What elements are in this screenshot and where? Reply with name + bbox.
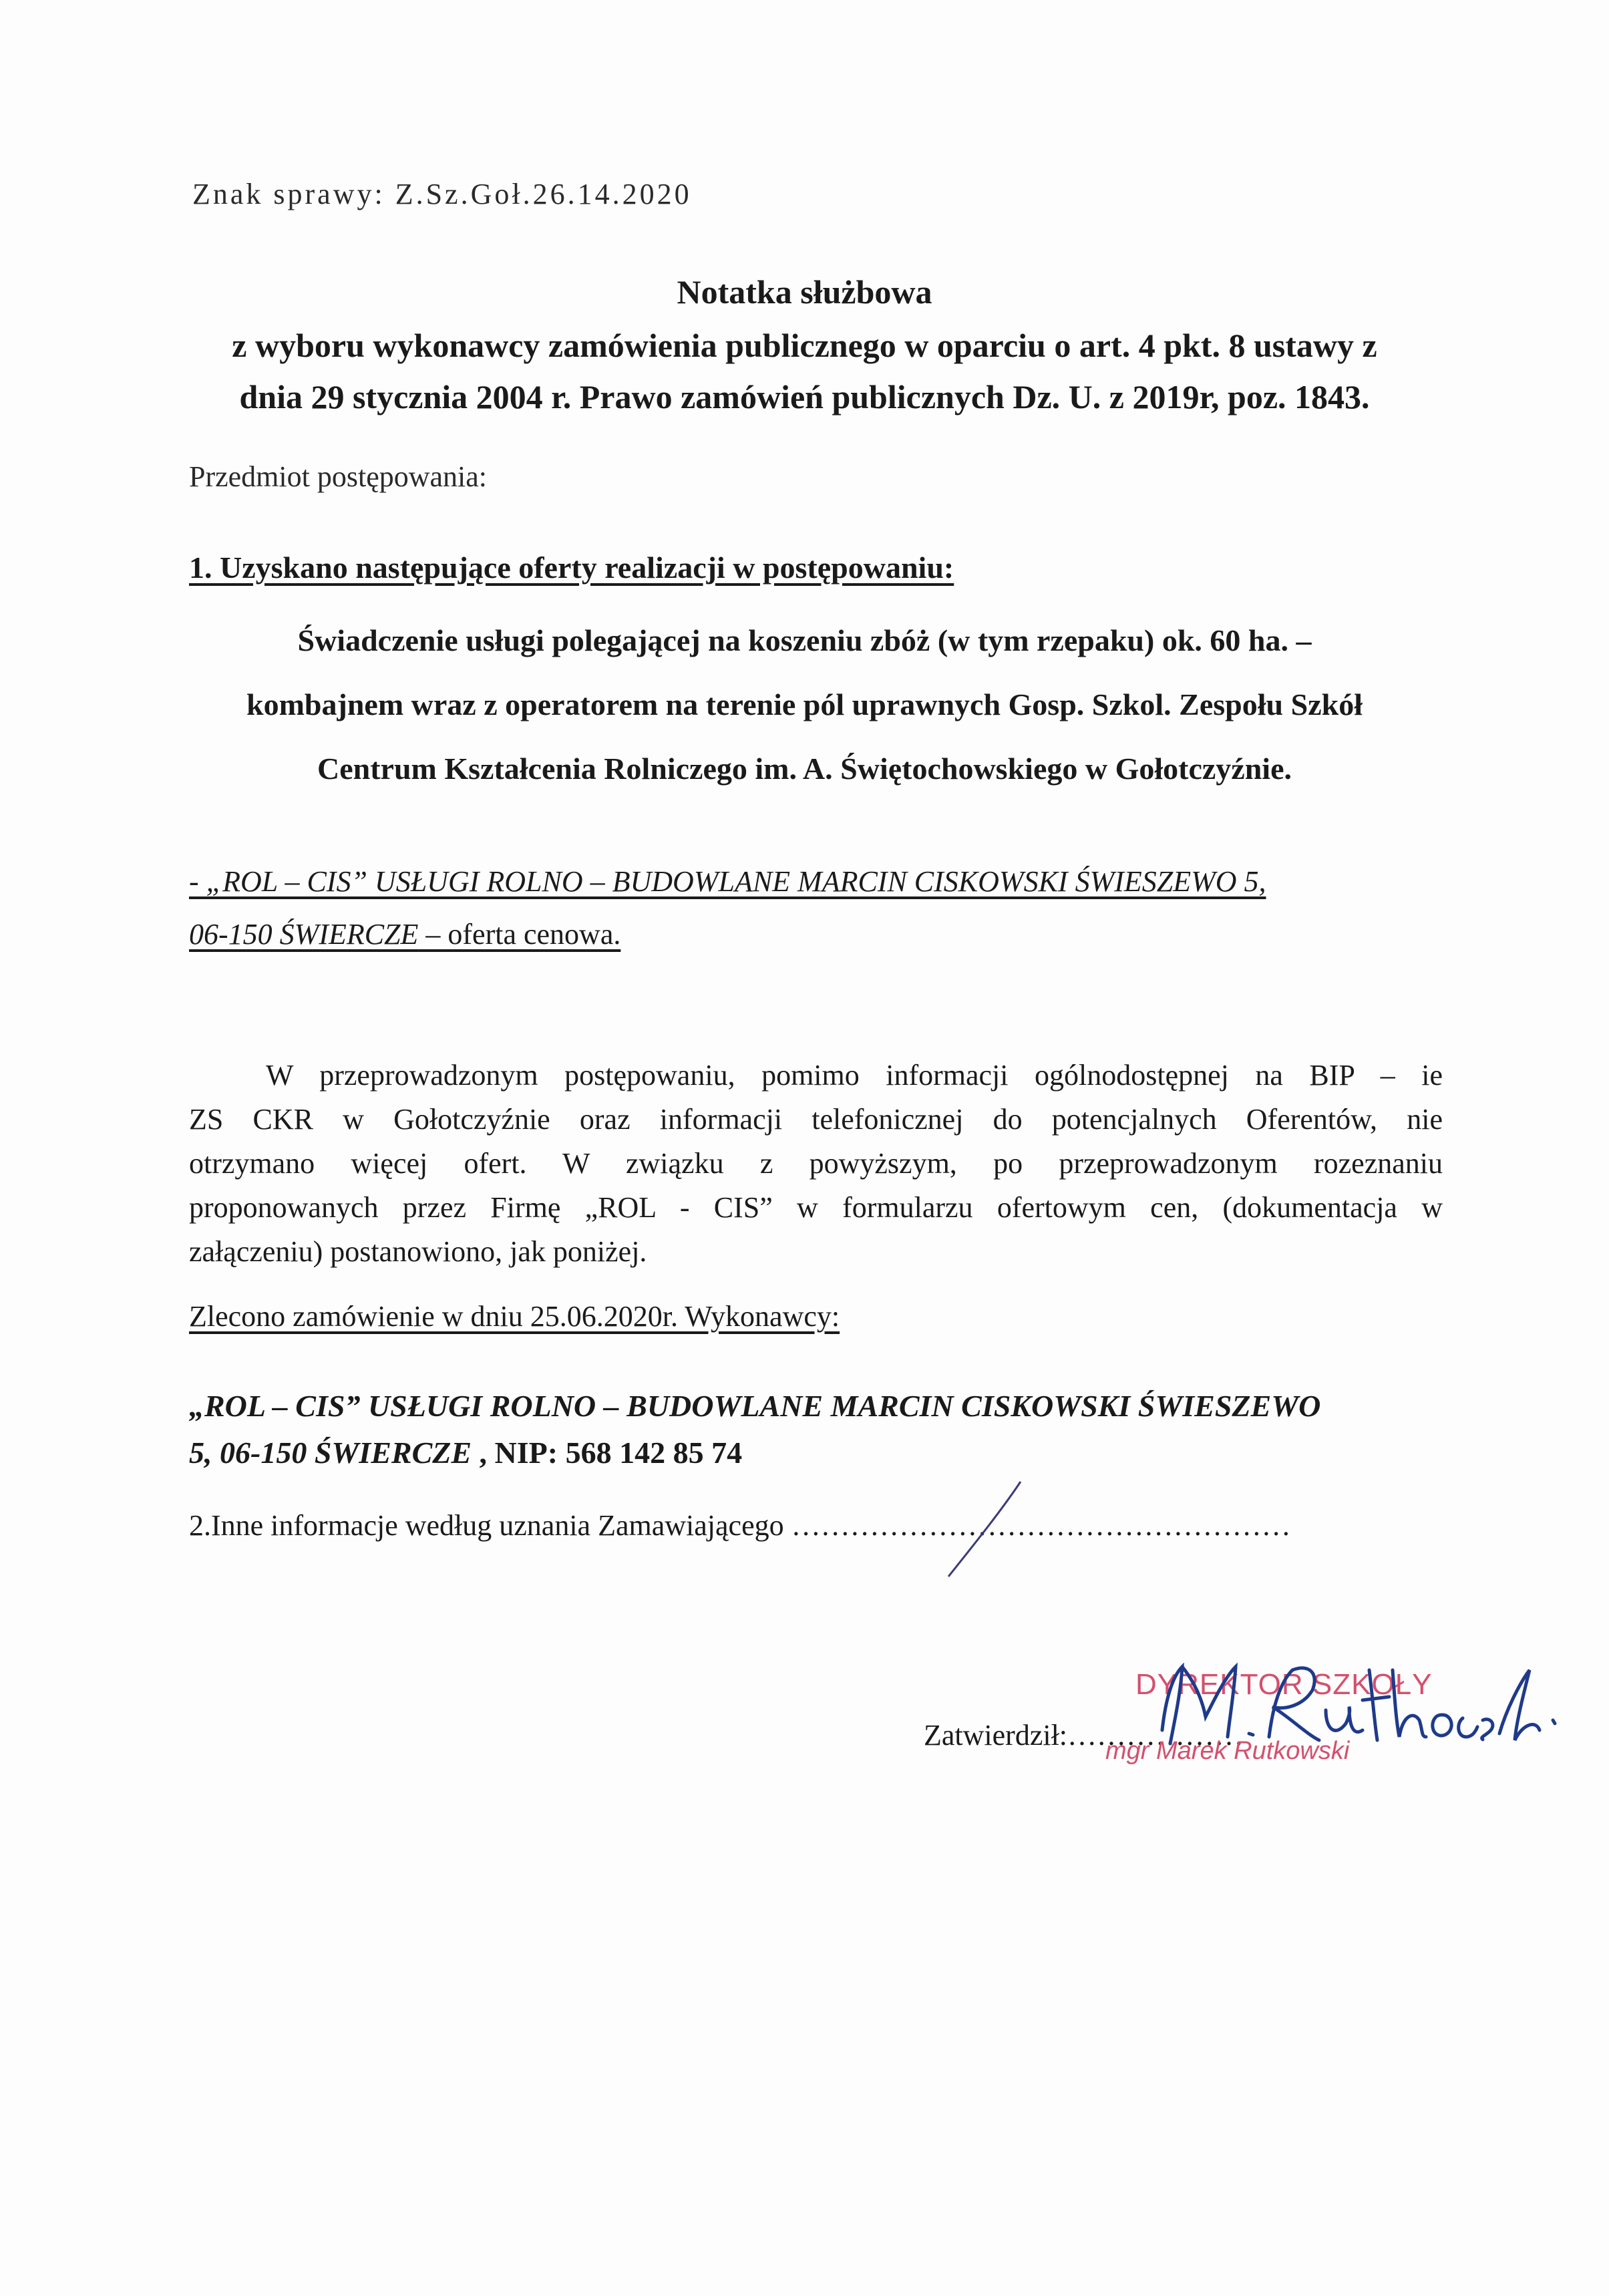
offer-company: - „ROL – CIS” USŁUGI ROLNO – BUDOWLANE MARCIN CISKOWSKI ŚWIESZEWO 5, bbox=[189, 865, 1266, 898]
offer-address: 06-150 ŚWIERCZE bbox=[189, 918, 419, 951]
document-subtitle-line-2: dnia 29 stycznia 2004 r. Prawo zamówień publicznych Dz. U. z 2019r, poz. 1843. bbox=[239, 378, 1370, 416]
paragraph-line: W przeprowadzonym postępowaniu, pomimo informacji ogólnodostępnej na BIP – ie bbox=[266, 1059, 1443, 1092]
contractor-location: 5, 06-150 ŚWIERCZE bbox=[189, 1436, 472, 1470]
paragraph-line: załączeniu) postanowiono, jak poniżej. bbox=[189, 1235, 647, 1268]
approved-by: Zatwierdził:……………… bbox=[924, 1719, 1244, 1752]
stamp-title: DYREKTOR SZKOŁY bbox=[1135, 1668, 1433, 1701]
contractor-address bbox=[189, 1435, 742, 1470]
service-description-line: Świadczenie usługi polegającej na koszeniu zbóż (w tym rzepaku) ok. 60 ha. – bbox=[297, 623, 1312, 657]
document-subtitle-line-1: z wyboru wykonawcy zamówienia publicznego w oparciu o art. 4 pkt. 8 ustawy z bbox=[232, 327, 1377, 364]
contractor-nip: , NIP: 568 142 85 74 bbox=[472, 1436, 743, 1470]
offer-line-2 bbox=[189, 917, 620, 951]
subject-label: Przedmiot postępowania: bbox=[189, 460, 488, 493]
service-description-line: kombajnem wraz z operatorem na terenie pól uprawnych Gosp. Szkol. Zespołu Szkół bbox=[246, 687, 1363, 721]
offer-line-1 bbox=[189, 864, 1266, 898]
order-date-line: Zlecono zamówienie w dniu 25.06.2020r. Wykonawcy: bbox=[189, 1300, 840, 1333]
case-reference: Znak sprawy: Z.Sz.Goł.26.14.2020 bbox=[192, 178, 692, 210]
stamp-name: mgr Marek Rutkowski bbox=[1105, 1737, 1350, 1765]
paragraph-line: ZS CKR w Gołotczyźnie oraz informacji telefonicznej do potencjalnych Oferentów, nie bbox=[189, 1103, 1443, 1136]
other-information: 2.Inne informacje według uznania Zamawiającego …………………………………………… bbox=[189, 1509, 1291, 1542]
contractor-name: „ROL – CIS” USŁUGI ROLNO – BUDOWLANE MARCIN CISKOWSKI ŚWIESZEWO bbox=[189, 1389, 1321, 1423]
section-1-heading: 1. Uzyskano następujące oferty realizacji w postępowaniu: bbox=[189, 550, 954, 585]
offer-type: – oferta cenowa. bbox=[418, 918, 621, 951]
document-title: Notatka służbowa bbox=[677, 273, 932, 311]
paragraph-line: proponowanych przez Firmę „ROL - CIS” w formularzu ofertowym cen, (dokumentacja w bbox=[189, 1191, 1443, 1224]
service-description-line: Centrum Kształcenia Rolniczego im. A. Świętochowskiego w Gołotczyźnie. bbox=[317, 752, 1292, 786]
explanation-paragraph bbox=[189, 1061, 1443, 1281]
paragraph-line: otrzymano więcej ofert. W związku z powyższym, po przeprowadzonym rozeznaniu bbox=[189, 1147, 1443, 1180]
